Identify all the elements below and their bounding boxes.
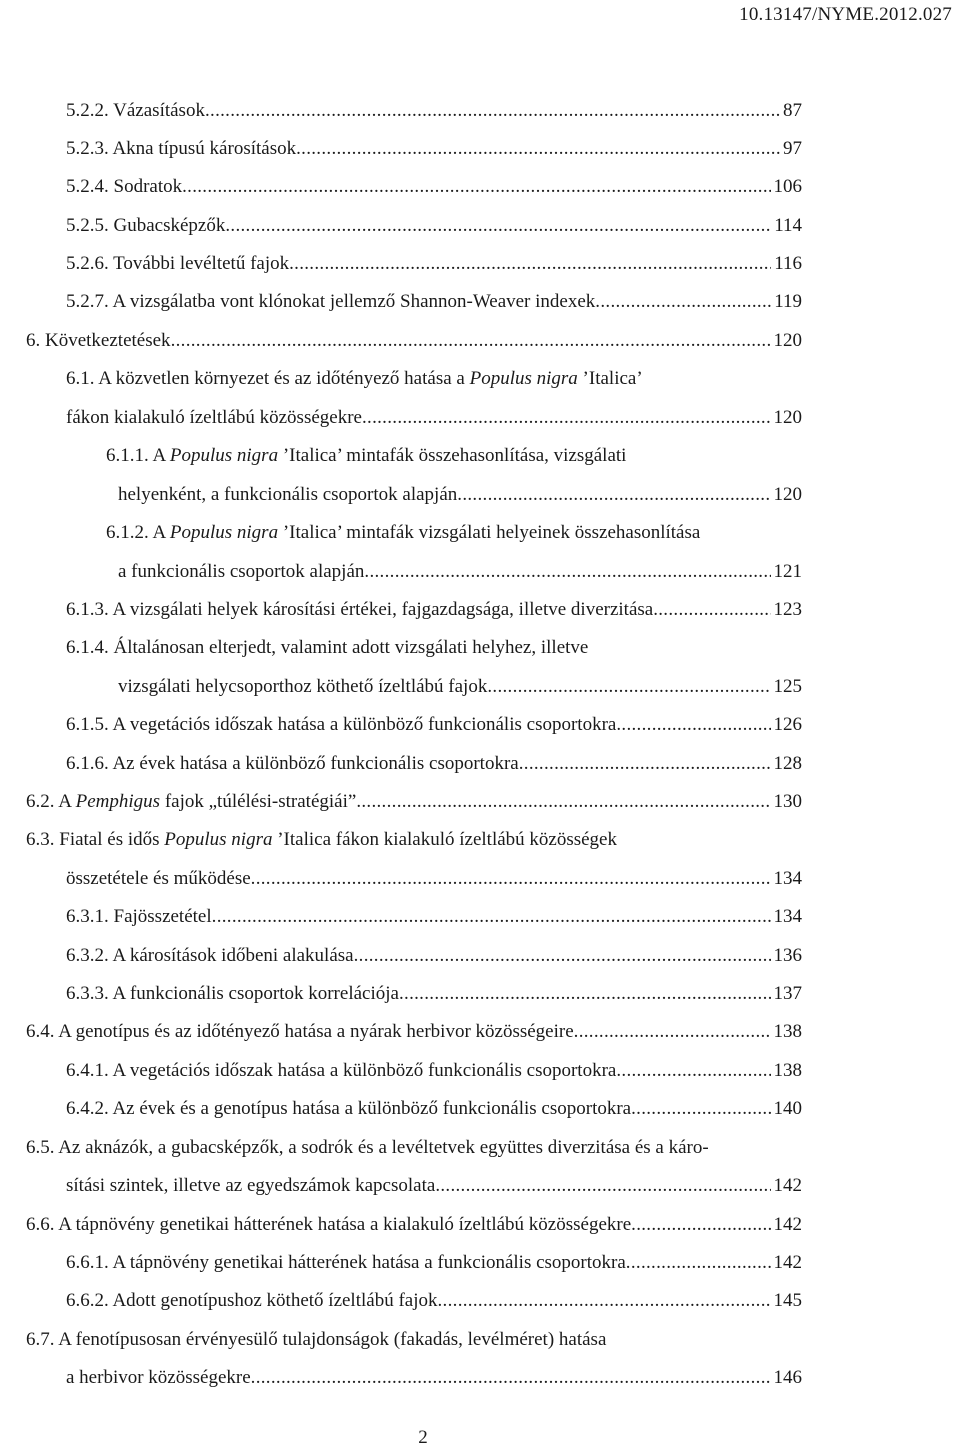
toc-entry[interactable] (66, 903, 802, 931)
toc-leader-dots (595, 288, 771, 316)
toc-entry-title: a herbivor közösségekre (66, 1367, 251, 1388)
toc-leader-dots (438, 1287, 771, 1315)
toc-entry-title: 6.3.2. A károsítások időbeni alakulása (66, 945, 354, 966)
toc-entry[interactable] (106, 442, 802, 470)
toc-entry-title-start: 6.1.2. A (106, 522, 170, 543)
toc-page-number: 140 (773, 1098, 802, 1119)
toc-page-number: 120 (773, 330, 802, 351)
toc-entry-title-end: fajok „túlélési-stratégiái” (160, 791, 357, 812)
toc-entry[interactable] (66, 750, 802, 778)
toc-entry-title: 6.4.1. A vegetációs időszak hatása a különböző funkcionális csoportokra (66, 1060, 617, 1081)
toc-entry[interactable] (66, 1249, 802, 1277)
toc-page-number: 106 (773, 176, 802, 197)
toc-entry-title: 6. Következtetések (26, 330, 171, 351)
toc-leader-dots (289, 250, 771, 278)
toc-page-number: 116 (774, 253, 802, 274)
toc-entry-title: 5.2.6. További levéltetű fajok (66, 253, 290, 274)
toc-leader-dots (435, 1172, 770, 1200)
toc-leader-dots (225, 212, 771, 240)
toc-page-number: 128 (773, 753, 802, 774)
toc-entry[interactable] (26, 1326, 802, 1354)
toc-entry-species-name: Populus nigra (169, 445, 279, 466)
toc-entry-title-end: ’Italica fákon kialakuló ízeltlábú közösségek (272, 829, 617, 850)
toc-entry[interactable] (66, 980, 802, 1008)
toc-entry[interactable] (66, 135, 802, 163)
toc-entry-title: 6.6. A tápnövény genetikai hátterének hatása a kialakuló ízeltlábú közösségekre (26, 1214, 632, 1235)
toc-page-number: 119 (774, 291, 802, 312)
toc-leader-dots (356, 788, 770, 816)
toc-entry[interactable] (66, 212, 802, 240)
toc-entry[interactable] (26, 826, 802, 854)
toc-entry[interactable] (66, 365, 802, 393)
toc-entry-title: 6.1.3. A vizsgálati helyek károsítási értékei, fajgazdagsága, illetve diverzitása (66, 599, 654, 620)
toc-leader-dots (519, 750, 771, 778)
toc-entry-title (66, 365, 643, 393)
toc-leader-dots (574, 1018, 771, 1046)
toc-entry-title: 6.7. A fenotípusosan érvényesülő tulajdonságok (fakadás, levélméret) hatása (26, 1329, 607, 1350)
toc-leader-dots (362, 404, 771, 432)
toc-page-number: 146 (773, 1367, 802, 1388)
toc-page-number: 142 (773, 1214, 802, 1235)
toc-entry-title: 6.4.2. Az évek és a genotípus hatása a különböző funkcionális csoportokra (66, 1098, 632, 1119)
page-number: 2 (418, 1427, 428, 1448)
toc-page-number: 123 (773, 599, 802, 620)
toc-page-number: 138 (773, 1021, 802, 1042)
toc-entry[interactable] (66, 404, 802, 432)
toc-entry[interactable] (106, 519, 802, 547)
toc-entry-title (106, 442, 626, 470)
toc-entry[interactable] (66, 1057, 802, 1085)
toc-entry[interactable] (26, 788, 802, 816)
toc-entry-title: fákon kialakuló ízeltlábú közösségekre (66, 407, 362, 428)
toc-leader-dots (251, 865, 771, 893)
toc-entry-title-end: ’Italica’ mintafák összehasonlítása, vizsgálati (278, 445, 627, 466)
toc-entry-title: összetétele és működése (66, 868, 251, 889)
toc-entry[interactable] (66, 288, 802, 316)
toc-page-number: 130 (773, 791, 802, 812)
toc-page-number: 114 (774, 215, 802, 236)
toc-entry-title: 5.2.4. Sodratok (66, 176, 183, 197)
toc-entry-title: 6.4. A genotípus és az időtényező hatása a nyárak herbivor közösségeire (26, 1021, 574, 1042)
toc-entry-species-name: Pemphigus (75, 791, 161, 812)
toc-entry[interactable] (66, 1172, 802, 1200)
toc-entry-title (26, 788, 356, 816)
toc-entry-title: 6.1.4. Általánosan elterjedt, valamint adott vizsgálati helyhez, illetve (66, 637, 589, 658)
toc-entry[interactable] (66, 1287, 802, 1315)
toc-page-number: 142 (773, 1175, 802, 1196)
toc-entry-title (106, 519, 700, 547)
toc-entry[interactable] (66, 711, 802, 739)
toc-entry-title-start: 6.3. Fiatal és idős (26, 829, 165, 850)
toc-entry[interactable] (66, 634, 802, 662)
toc-leader-dots (631, 1211, 770, 1239)
toc-page-number: 142 (773, 1252, 802, 1273)
toc-page-number: 120 (773, 484, 802, 505)
toc-leader-dots (251, 1364, 771, 1392)
toc-entry-title: 6.6.1. A tápnövény genetikai hátterének hatása a funkcionális csoportokra (66, 1252, 626, 1273)
toc-entry-title: 5.2.2. Vázasítások (66, 100, 205, 121)
toc-leader-dots (171, 327, 771, 355)
toc-entry-title (26, 826, 617, 854)
toc-leader-dots (457, 481, 770, 509)
toc-entry[interactable] (66, 942, 802, 970)
toc-leader-dots (364, 558, 770, 586)
toc-entry-title: 5.2.7. A vizsgálatba vont klónokat jellemző Shannon-Weaver indexek (66, 291, 596, 312)
toc-entry-title: 6.6.2. Adott genotípushoz köthető ízeltlábú fajok (66, 1290, 438, 1311)
toc-entry[interactable] (118, 481, 802, 509)
toc-entry-species-name: Populus nigra (469, 368, 578, 389)
toc-leader-dots (631, 1095, 770, 1123)
toc-entry[interactable] (26, 327, 802, 355)
toc-entry-species-name: Populus nigra (164, 829, 273, 850)
toc-entry[interactable] (66, 865, 802, 893)
toc-leader-dots (182, 173, 770, 201)
toc-entry[interactable] (66, 1364, 802, 1392)
toc-entry[interactable] (26, 1211, 802, 1239)
toc-page-number: 87 (783, 100, 802, 121)
toc-entry[interactable] (26, 1018, 802, 1046)
toc-entry-title: a funkcionális csoportok alapján (118, 561, 365, 582)
toc-entry-title: 6.3.3. A funkcionális csoportok korrelációja (66, 983, 399, 1004)
toc-entry-title-start: 6.1. A közvetlen környezet és az időtényező hatása a (66, 368, 470, 389)
toc-leader-dots (205, 97, 780, 125)
toc-entry[interactable] (26, 1134, 802, 1162)
toc-leader-dots (354, 942, 771, 970)
toc-page-number: 138 (773, 1060, 802, 1081)
toc-entry-title: 6.5. Az aknázók, a gubacsképzők, a sodrók és a levéltetvek együttes diverzitása és a káro- (26, 1137, 709, 1158)
toc-leader-dots (487, 673, 770, 701)
toc-leader-dots (616, 1057, 770, 1085)
toc-entry-title: vizsgálati helycsoporthoz köthető ízeltlábú fajok (118, 676, 488, 697)
toc-leader-dots (296, 135, 780, 163)
toc-leader-dots (399, 980, 771, 1008)
toc-page-number: 145 (773, 1290, 802, 1311)
toc-leader-dots (653, 596, 770, 624)
toc-entry-title-end: ’Italica’ mintafák vizsgálati helyeinek összehasonlítása (278, 522, 701, 543)
toc-entry[interactable] (66, 250, 802, 278)
toc-entry-title: sítási szintek, illetve az egyedszámok kapcsolata (66, 1175, 436, 1196)
toc-entry-title: 6.1.5. A vegetációs időszak hatása a különböző funkcionális csoportokra (66, 714, 617, 735)
toc-entry[interactable] (66, 97, 802, 125)
toc-entry-title-start: 6.1.1. A (106, 445, 170, 466)
toc-page-number: 134 (773, 906, 802, 927)
toc-page-number: 134 (773, 868, 802, 889)
toc-entry-title-start: 6.2. A (26, 791, 76, 812)
toc-leader-dots (616, 711, 770, 739)
toc-entry-title: 6.3.1. Fajösszetétel (66, 906, 212, 927)
toc-entry[interactable] (66, 596, 802, 624)
toc-entry-title: helyenként, a funkcionális csoportok alapján (118, 484, 458, 505)
toc-page-number: 137 (773, 983, 802, 1004)
toc-page-number: 126 (773, 714, 802, 735)
toc-entry[interactable] (118, 673, 802, 701)
toc-page-number: 121 (773, 561, 802, 582)
toc-entry-species-name: Populus nigra (169, 522, 279, 543)
toc-entry-title: 6.1.6. Az évek hatása a különböző funkcionális csoportokra (66, 753, 519, 774)
toc-leader-dots (212, 903, 771, 931)
toc-entry[interactable] (118, 558, 802, 586)
doi-header: 10.13147/NYME.2012.027 (739, 4, 952, 25)
toc-page-number: 120 (773, 407, 802, 428)
toc-entry-title: 5.2.5. Gubacsképzők (66, 215, 226, 236)
toc-leader-dots (626, 1249, 771, 1277)
toc-entry-title-end: ’Italica’ (577, 368, 643, 389)
toc-entry-title: 5.2.3. Akna típusú károsítások (66, 138, 297, 159)
toc-entry[interactable] (66, 173, 802, 201)
toc-page-number: 97 (783, 138, 802, 159)
toc-page-number: 125 (773, 676, 802, 697)
toc-page-number: 136 (773, 945, 802, 966)
toc-entry[interactable] (66, 1095, 802, 1123)
